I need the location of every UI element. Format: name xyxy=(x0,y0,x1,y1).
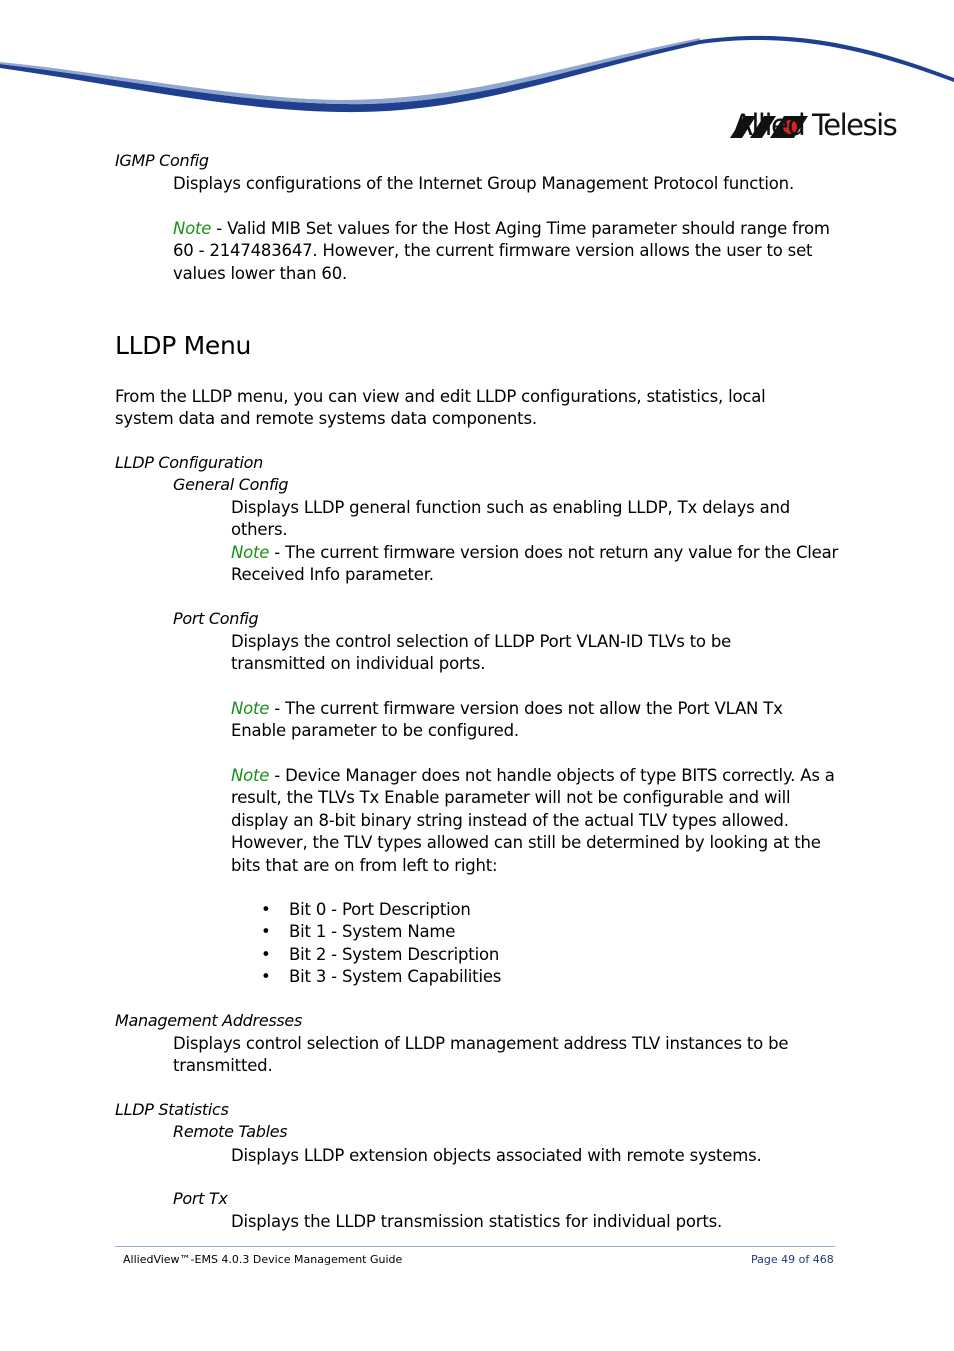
remote-tables-description: Displays LLDP extension objects associated with remote systems. xyxy=(231,1146,762,1165)
tlv-bits-list xyxy=(231,899,631,989)
note-label: Note xyxy=(231,766,270,785)
general-config-heading: General Config xyxy=(173,475,289,494)
note-text: - The current firmware version does not allow the Port VLAN Tx Enable parameter to be configured. xyxy=(231,699,783,741)
brand-name: Allied Telesis xyxy=(733,108,897,142)
igmp-config-heading: IGMP Config xyxy=(115,151,209,170)
footer-divider xyxy=(115,1246,835,1247)
note-label: Note xyxy=(173,219,212,238)
general-config-note xyxy=(231,542,841,587)
lldp-configuration-heading: LLDP Configuration xyxy=(115,453,263,472)
port-config-heading: Port Config xyxy=(173,609,259,628)
port-tx-description: Displays the LLDP transmission statistics for individual ports. xyxy=(231,1212,723,1231)
lldp-intro: From the LLDP menu, you can view and edit LLDP configurations, statistics, local system data and remote systems data components. xyxy=(115,387,766,429)
list-item: • Bit 0 - Port Description xyxy=(231,899,631,921)
note-label: Note xyxy=(231,543,270,562)
management-addresses-heading: Management Addresses xyxy=(115,1011,303,1030)
note-text: - The current firmware version does not return any value for the Clear Received Info parameter. xyxy=(231,543,839,585)
list-item: • Bit 3 - System Capabilities xyxy=(231,966,631,988)
list-item: • Bit 1 - System Name xyxy=(231,921,631,943)
note-text: - Device Manager does not handle objects of type BITS correctly. As a result, the TLVs Tx Enable parameter will not be configurable and will display an 8-bit binary string instead of the actual TLV types allowed. However, the TLV types allowed can still be determined by looking at the bits that are on from left to right: xyxy=(231,766,835,875)
general-config-description: Displays LLDP general function such as enabling LLDP, Tx delays and others. xyxy=(231,498,791,540)
list-item: • Bit 2 - System Description xyxy=(231,944,631,966)
footer-guide-title: AlliedView™-EMS 4.0.3 Device Management Guide xyxy=(123,1253,403,1266)
note-label: Note xyxy=(231,699,270,718)
port-config-note-1 xyxy=(231,698,811,743)
management-addresses-description: Displays control selection of LLDP management address TLV instances to be transmitted. xyxy=(173,1034,789,1076)
port-tx-heading: Port Tx xyxy=(173,1189,228,1208)
note-text: - Valid MIB Set values for the Host Aging Time parameter should range from 60 - 2147483647. However, the current firmware version allows the user to set values lower than 60. xyxy=(173,219,830,283)
port-config-description: Displays the control selection of LLDP Port VLAN-ID TLVs to be transmitted on individual ports. xyxy=(231,632,732,674)
footer-page-number: Page 49 of 468 xyxy=(751,1253,834,1266)
remote-tables-heading: Remote Tables xyxy=(173,1122,288,1141)
port-config-note-2 xyxy=(231,765,841,877)
page-title: LLDP Menu xyxy=(115,331,252,360)
lldp-statistics-heading: LLDP Statistics xyxy=(115,1100,229,1119)
igmp-config-description: Displays configurations of the Internet Group Management Protocol function. xyxy=(173,174,794,193)
igmp-config-note xyxy=(173,218,833,285)
